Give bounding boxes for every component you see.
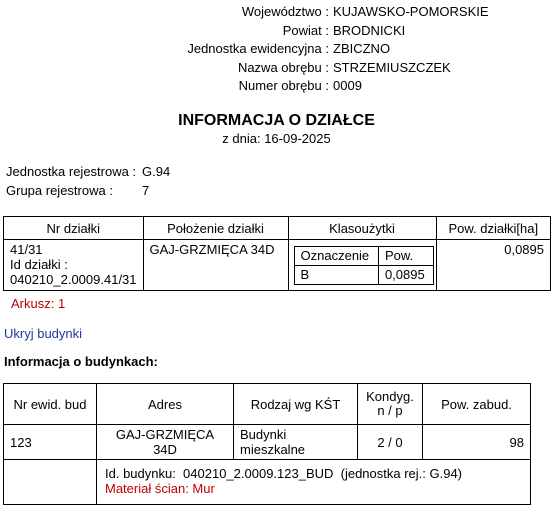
header-label: Województwo : — [241, 4, 329, 19]
buildings-heading: Informacja o budynkach: — [4, 354, 158, 369]
classification-col-area: Pow. — [378, 247, 433, 266]
header-value: KUJAWSKO-POMORSKIE — [333, 4, 489, 19]
sheet-number: Arkusz: 1 — [11, 296, 66, 311]
registry-unit — [6, 164, 170, 179]
building-detail-row — [4, 460, 531, 505]
classification-designation: B — [294, 266, 378, 285]
registry-group-value: 7 — [142, 183, 150, 198]
registry-unit-label: Jednostka rejestrowa : — [6, 164, 137, 179]
header-row-precinct-name — [0, 59, 553, 78]
col-header-building-nr: Nr ewid. bud — [4, 384, 97, 425]
classification-area: 0,0895 — [378, 266, 433, 285]
building-wall-material: Materiał ścian: Mur — [105, 481, 215, 496]
detail-spacer — [4, 460, 97, 505]
table-row — [4, 425, 531, 460]
col-header-built-area: Pow. zabud. — [423, 384, 531, 425]
header-value: 0009 — [333, 78, 362, 93]
registry-group — [6, 183, 149, 198]
building-detail-cell — [97, 460, 531, 505]
registry-unit-value: G.94 — [142, 164, 171, 179]
parcel-id-value: 040210_2.0009.41/31 — [10, 272, 137, 287]
header-row-voivodeship — [0, 3, 553, 22]
classification-cell — [288, 240, 436, 291]
header-label: Numer obrębu : — [238, 78, 329, 93]
parcel-area: 0,0895 — [436, 240, 550, 291]
building-type: Budynki mieszkalne — [234, 425, 358, 460]
col-header-type: Rodzaj wg KŚT — [234, 384, 358, 425]
parcel-table — [3, 216, 551, 291]
col-header-address: Adres — [97, 384, 234, 425]
page-title: INFORMACJA O DZIAŁCE — [178, 112, 375, 129]
header-row-unit — [0, 40, 553, 59]
buildings-table — [3, 383, 531, 505]
parcel-number: 41/31 — [10, 242, 43, 257]
building-floors: 2 / 0 — [358, 425, 423, 460]
building-id-line: Id. budynku: 040210_2.0009.123_BUD (jednostka rej.: G.94) — [105, 466, 463, 481]
building-nr: 123 — [4, 425, 97, 460]
col-header-classification: Klasoużytki — [288, 217, 436, 240]
building-address: GAJ-GRZMIĘCA 34D — [97, 425, 234, 460]
location-header — [0, 3, 553, 96]
header-value: ZBICZNO — [333, 41, 391, 56]
registry-group-label: Grupa rejestrowa : — [6, 183, 113, 198]
table-row — [4, 240, 551, 291]
date-line: z dnia: 16-09-2025 — [222, 131, 331, 146]
col-header-floors — [358, 384, 423, 425]
header-value: BRODNICKI — [333, 22, 406, 38]
header-label: Jednostka ewidencyjna : — [187, 41, 329, 56]
header-row-precinct-number — [0, 77, 553, 96]
col-header-nr: Nr działki — [4, 217, 144, 240]
classification-table — [294, 246, 434, 285]
parcel-number-cell — [4, 240, 144, 291]
header-row-county — [0, 22, 553, 41]
floors-header-line1: Kondyg. — [366, 389, 414, 404]
parcel-id-label: Id działki : — [10, 257, 68, 272]
col-header-area: Pow. działki[ha] — [436, 217, 550, 240]
hide-buildings-link[interactable]: Ukryj budynki — [4, 326, 83, 341]
building-area: 98 — [423, 425, 531, 460]
header-label: Nazwa obrębu : — [237, 59, 329, 75]
header-label: Powiat : — [282, 22, 329, 38]
classification-col-designation: Oznaczenie — [294, 247, 378, 266]
parcel-location: GAJ-GRZMIĘCA 34D — [143, 240, 288, 291]
header-value: STRZEMIUSZCZEK — [333, 59, 451, 75]
floors-header-line2: n / p — [377, 403, 403, 418]
col-header-location: Położenie działki — [143, 217, 288, 240]
